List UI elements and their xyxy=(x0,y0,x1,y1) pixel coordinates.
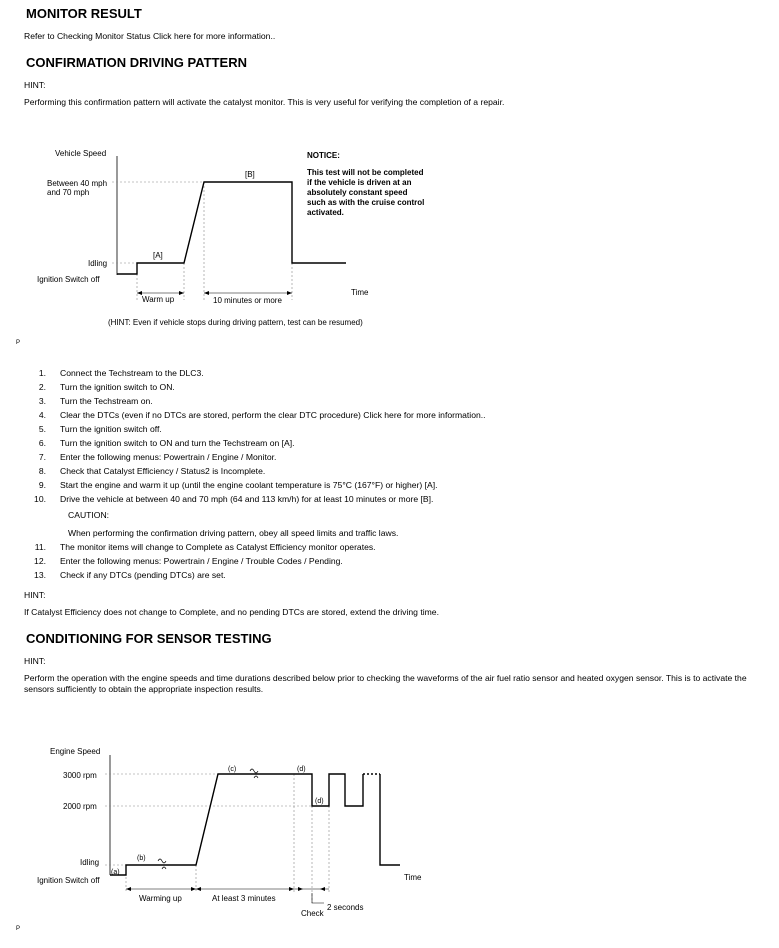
chart1-label-b: [B] xyxy=(245,170,255,179)
chart2-two-sec-bracket xyxy=(312,893,324,903)
chart1-notice-line: such as with the cruise control xyxy=(307,198,425,207)
chart2-break-mark xyxy=(158,859,166,869)
chart1-level-off: Ignition Switch off xyxy=(37,275,100,284)
chart1-label-a: [A] xyxy=(153,251,163,260)
chart2-rpm-trace xyxy=(110,774,363,875)
chart1-ten-minutes: 10 minutes or more xyxy=(213,296,282,305)
chart2-label-c: (c) xyxy=(228,766,237,773)
chart2-label-d2: (d) xyxy=(315,798,324,805)
chart1-arrowhead xyxy=(179,291,184,295)
vehicle-speed-chart xyxy=(0,140,460,340)
conditioning-text-1: Perform the operation with the engine speeds and time durations described below prior to checking the waveforms of the air fuel ratio sensor and heated oxygen sensor. This is to activate the xyxy=(24,673,747,683)
chart1-notice-line: if the vehicle is driven at an xyxy=(307,178,412,187)
chart1-notice-title: NOTICE: xyxy=(307,151,340,160)
chart2-warming-up: Warming up xyxy=(139,894,182,903)
chart2-rpm2000: 2000 rpm xyxy=(63,802,97,811)
chart2-label-d1: (d) xyxy=(297,766,306,773)
chart2-time-label: Time xyxy=(404,873,422,882)
page-marker: P xyxy=(16,340,21,346)
chart2-idling: Idling xyxy=(80,858,100,867)
chart1-hint-note: (HINT: Even if vehicle stops during driving pattern, test can be resumed) xyxy=(108,318,363,327)
caution-label: CAUTION: xyxy=(68,510,110,520)
engine-speed-chart xyxy=(0,735,460,925)
chart2-label-a: (a) xyxy=(111,869,120,876)
chart2-arrowhead xyxy=(191,887,196,891)
chart1-arrowhead xyxy=(204,291,209,295)
chart2-arrowhead xyxy=(320,887,325,891)
conditioning-heading: CONDITIONING FOR SENSOR TESTING xyxy=(26,631,272,646)
confirmation-heading: CONFIRMATION DRIVING PATTERN xyxy=(26,55,247,70)
chart2-arrowhead xyxy=(196,887,201,891)
hint-label: HINT: xyxy=(24,80,46,90)
chart1-warm-up: Warm up xyxy=(142,295,175,304)
chart1-level-idle: Idling xyxy=(88,259,108,268)
chart2-two-seconds: 2 seconds xyxy=(327,903,364,912)
chart1-notice-line: absolutely constant speed xyxy=(307,188,408,197)
chart1-level-high-1: Between 40 mph xyxy=(47,179,108,188)
chart1-arrowhead xyxy=(137,291,142,295)
confirmation-intro: Performing this confirmation pattern will activate the catalyst monitor. This is very useful for verifying the completion of a repair. xyxy=(24,97,505,107)
chart1-notice-line: activated. xyxy=(307,208,344,217)
chart2-ign-off: Ignition Switch off xyxy=(37,876,100,885)
chart2-at-least: At least 3 minutes xyxy=(212,894,276,903)
chart2-check: Check xyxy=(301,909,324,918)
chart2-label-b: (b) xyxy=(137,855,146,862)
caution-text: When performing the confirmation driving pattern, obey all speed limits and traffic laws. xyxy=(68,528,399,538)
hint-text: If Catalyst Efficiency does not change to Complete, and no pending DTCs are stored, extend the driving time. xyxy=(24,607,439,617)
chart2-arrowhead xyxy=(298,887,303,891)
chart2-arrowhead xyxy=(126,887,131,891)
monitor-result-heading: MONITOR RESULT xyxy=(26,6,142,21)
chart1-y-axis-label: Vehicle Speed xyxy=(55,149,107,158)
page-marker: P xyxy=(16,926,21,932)
chart2-arrowhead xyxy=(289,887,294,891)
hint-label: HINT: xyxy=(24,656,46,666)
chart1-level-high-2: and 70 mph xyxy=(47,188,90,197)
chart1-arrowhead xyxy=(287,291,292,295)
chart2-rpm-trace-end xyxy=(380,774,400,865)
conditioning-text-2: sensors sufficiently to obtain the appropriate inspection results. xyxy=(24,684,264,694)
hint-label: HINT: xyxy=(24,590,46,600)
chart1-time-label: Time xyxy=(351,288,369,297)
monitor-result-text: Refer to Checking Monitor Status Click here for more information.. xyxy=(24,31,276,41)
chart1-notice-line: This test will not be completed xyxy=(307,168,424,177)
chart2-rpm3000: 3000 rpm xyxy=(63,771,97,780)
chart2-y-axis-label: Engine Speed xyxy=(50,747,101,756)
